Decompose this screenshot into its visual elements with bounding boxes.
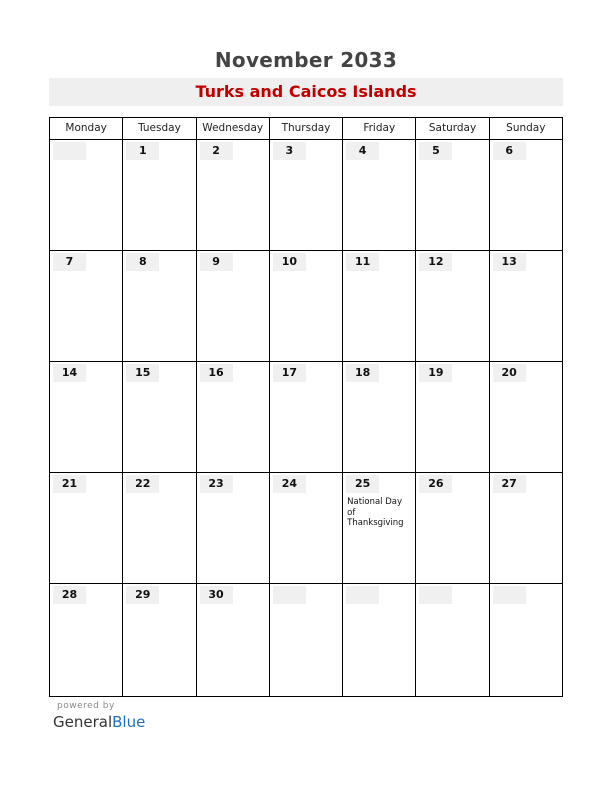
day-number: 27 [493,475,526,493]
day-cell[interactable] [50,584,123,696]
day-cell[interactable] [123,362,196,472]
weekday-header-row [50,118,562,140]
day-cell[interactable] [270,473,343,583]
weekday-wednesday: Wednesday [197,118,270,139]
day-cell[interactable] [50,473,123,583]
day-cell[interactable] [270,251,343,361]
calendar-grid [49,117,563,697]
day-cell[interactable] [416,140,489,250]
day-cell[interactable] [490,473,562,583]
day-number: 12 [419,253,452,271]
day-number: 22 [126,475,159,493]
country-banner: Turks and Caicos Islands [49,78,563,106]
day-number [419,586,452,604]
day-number: 10 [273,253,306,271]
day-cell[interactable] [123,473,196,583]
day-cell[interactable] [197,362,270,472]
day-cell[interactable] [197,584,270,696]
day-cell[interactable] [343,251,416,361]
day-number: 16 [200,364,233,382]
day-number: 23 [200,475,233,493]
day-cell[interactable] [270,362,343,472]
day-cell[interactable] [343,362,416,472]
day-number: 2 [200,142,233,160]
day-cell[interactable] [197,473,270,583]
day-number: 28 [53,586,86,604]
day-number: 29 [126,586,159,604]
week-row [50,362,562,473]
generalblue-logo[interactable] [53,713,145,731]
week-row [50,584,562,696]
week-row [50,140,562,251]
day-number: 11 [346,253,379,271]
weekday-thursday: Thursday [270,118,343,139]
day-number: 8 [126,253,159,271]
day-cell[interactable] [123,251,196,361]
day-number [346,586,379,604]
day-cell[interactable] [270,140,343,250]
weekday-sunday: Sunday [506,122,546,134]
brand-blue-text: Blue [112,713,146,731]
calendar-title: November 2033 [214,48,398,72]
day-number: 5 [419,142,452,160]
day-cell[interactable] [490,362,562,472]
day-cell[interactable] [343,473,416,583]
day-number: 20 [493,364,526,382]
brand-general-text: General [53,713,113,731]
powered-by-label: powered by [57,701,115,711]
week-row [50,473,562,584]
day-number: 26 [419,475,452,493]
day-number: 13 [493,253,526,271]
weekday-friday: Friday [343,118,416,139]
day-cell[interactable] [50,251,123,361]
empty-day-cell [416,584,489,696]
day-number: 3 [273,142,306,160]
day-number: 6 [493,142,526,160]
day-cell[interactable] [197,140,270,250]
empty-day-cell [343,584,416,696]
day-number: 30 [200,586,233,604]
weekday-saturday: Saturday [416,118,489,139]
day-number: 4 [346,142,379,160]
day-number: 17 [273,364,306,382]
day-number: 14 [53,364,86,382]
day-cell[interactable] [123,140,196,250]
day-number: 9 [200,253,233,271]
day-number [53,142,86,160]
holiday-event: National Day of Thanksgiving [347,497,404,528]
day-number [493,586,526,604]
day-cell[interactable] [343,140,416,250]
day-number: 15 [126,364,159,382]
day-cell[interactable] [197,251,270,361]
day-number: 1 [126,142,159,160]
day-number: 24 [273,475,306,493]
day-cell[interactable] [490,251,562,361]
weekday-monday: Monday [50,118,123,139]
empty-day-cell [50,140,123,250]
day-cell[interactable] [123,584,196,696]
day-cell[interactable] [416,473,489,583]
week-row [50,251,562,362]
day-cell[interactable] [416,251,489,361]
day-number [273,586,306,604]
day-cell[interactable] [50,362,123,472]
day-number: 25 [346,475,379,493]
day-cell[interactable] [416,362,489,472]
day-cell[interactable] [490,140,562,250]
day-number: 21 [53,475,86,493]
day-number: 7 [53,253,86,271]
empty-day-cell [490,584,562,696]
empty-day-cell [270,584,343,696]
day-number: 18 [346,364,379,382]
weekday-tuesday: Tuesday [123,118,196,139]
day-number: 19 [419,364,452,382]
